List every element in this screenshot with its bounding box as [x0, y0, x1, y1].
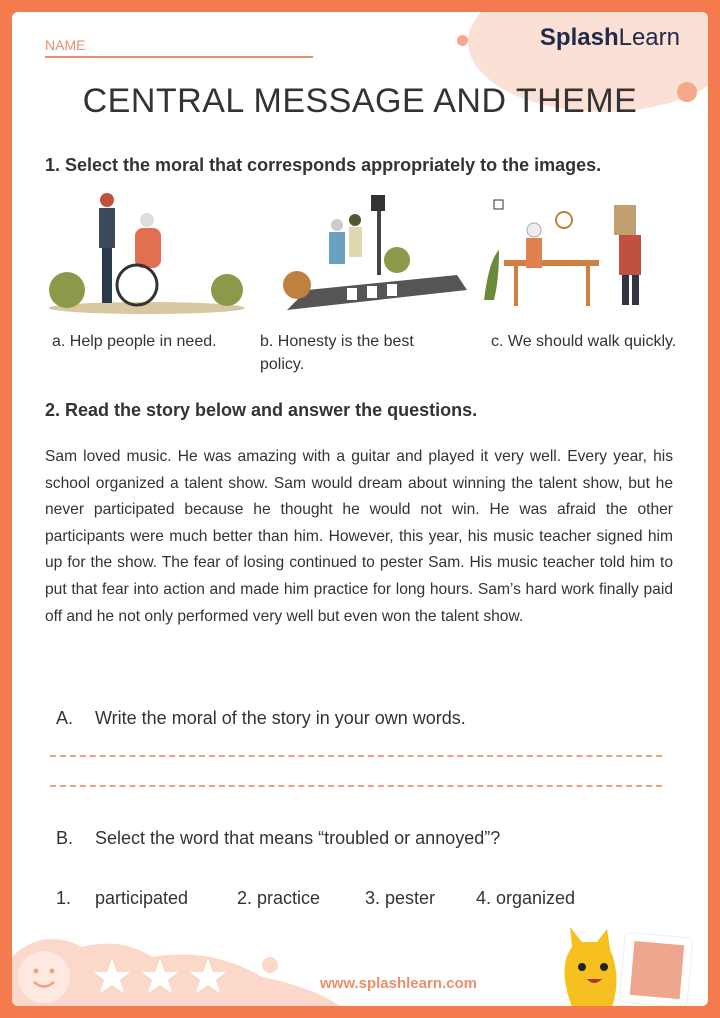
option-b[interactable]: b. Honesty is the best policy. [260, 333, 414, 373]
footer-decoration [12, 927, 708, 1006]
image-family-table [474, 190, 674, 318]
story-text: Sam loved music. He was amazing with a guitar and played it very well. Every year, his school organized a talent show. Sam would dream about winning the talent show, but he never participated because he thought he would not win. He was afraid the other participants were much better than him. However, this year, his music teacher signed him up for the show. The fear of losing continued to pester Sam. His music teacher told him to put that fear into action and made him practice for long hours. Sam’s hard work finally paid off and he not only performed very well but even won the talent show. [45, 448, 673, 625]
name-line[interactable] [45, 56, 313, 58]
answer-line-1[interactable] [50, 755, 662, 757]
worksheet [12, 12, 708, 1006]
splashlearn-logo [540, 24, 680, 52]
part-b-letter: B. [56, 828, 74, 848]
choice-1-number: 1. [56, 888, 72, 908]
question-1: 1. Select the moral that corresponds appropriately to the images. [45, 155, 602, 175]
decor-dot [457, 35, 468, 46]
name-label: NAME [45, 37, 86, 53]
answer-line-2[interactable] [50, 785, 662, 787]
image-helping-wheelchair [47, 190, 247, 318]
image-crossing-road [267, 190, 467, 318]
choice-participated[interactable]: participated [95, 888, 189, 908]
logo-bold: Splash [539, 24, 619, 51]
question-2: 2. Read the story below and answer the questions. [45, 400, 478, 420]
choice-pester[interactable]: 3. pester [365, 888, 436, 908]
option-c[interactable]: c. We should walk quickly. [491, 333, 677, 350]
part-a-letter: A. [56, 708, 74, 728]
logo-light: Learn [618, 24, 680, 51]
choice-practice[interactable]: 2. practice [237, 888, 321, 908]
page-title: CENTRAL MESSAGE AND THEME [82, 82, 638, 120]
choice-organized[interactable]: 4. organized [476, 888, 576, 908]
part-a-text: Write the moral of the story in your own words. [95, 708, 466, 728]
option-a[interactable]: a. Help people in need. [52, 333, 217, 350]
part-b-text: Select the word that means “troubled or annoyed”? [95, 828, 501, 848]
website-url[interactable]: www.splashlearn.com [320, 975, 477, 992]
